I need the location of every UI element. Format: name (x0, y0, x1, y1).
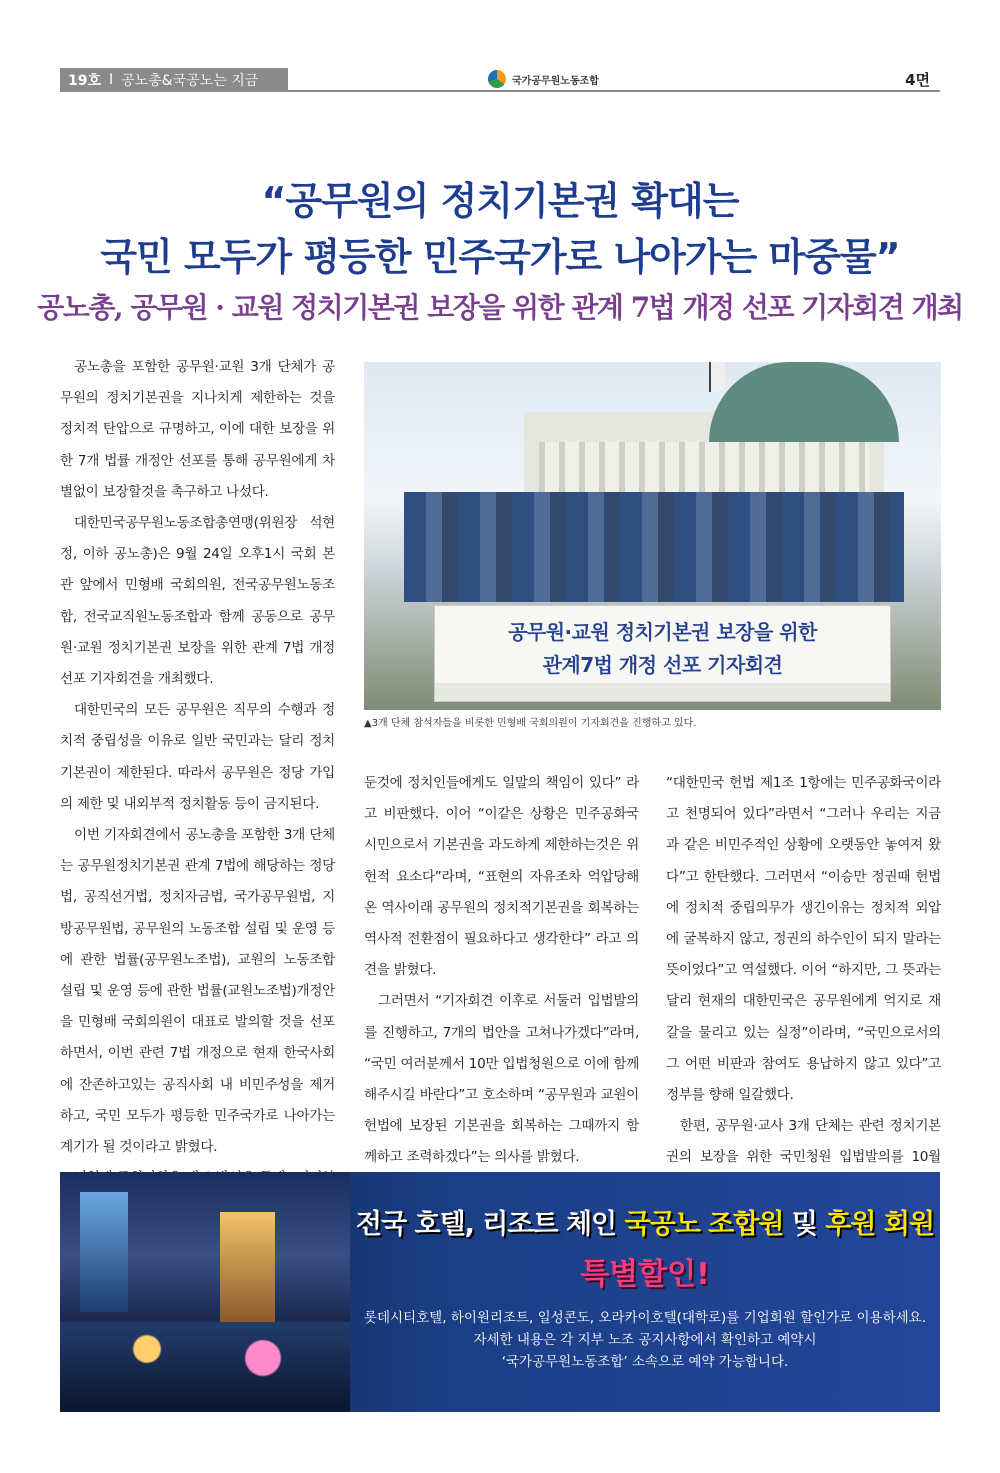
ad-headline-highlight: 후원 회원 (825, 1209, 935, 1240)
assembly-dome (709, 362, 899, 442)
banner-line-1: 공무원·교원 정치기본권 보장을 위한 (508, 620, 817, 644)
hotel-tower (80, 1192, 128, 1312)
paragraph: 대한민국의 모든 공무원은 직무의 수행과 정치적 중립성을 이유로 일반 국민과는 달리 정치기본권이 제한된다. 따라서 공무원은 정당 가입의 제한 및 내외부적 정치활동 등이 금지된다. (60, 702, 335, 812)
headline-line-1: “공무원의 정치기본권 확대는 (261, 179, 739, 223)
paragraph: 한편, 공무원·교사 3개 단체는 관련 정치기본권의 보장을 위한 국민청원 입법발의를 10월 (666, 1118, 941, 1166)
section-name: 공노총&국공노는 지금 (121, 73, 259, 89)
ad-discount-label: 특별할인! (580, 1257, 710, 1292)
paragraph: 대한민국공무원노동조합총연맹(위원장 석현정, 이하 공노총)은 9월 24일 오후1시 국회 본관 앞에서 민형배 국회의원, 전국공무원노동조합, 전국교직원노동조합과 함께 공동으로 공무원·교원 정치기본권 보장을 위한 관계 7법 개정 선포 기자회견을 개최했다. (60, 515, 335, 688)
photo-caption: ▲3개 단체 참석자들을 비롯한 민형배 국회의원이 기자회견을 진행하고 있다. (364, 718, 697, 729)
ad-headline-part: 및 (783, 1209, 826, 1240)
ad-copy (350, 1172, 940, 1373)
resort-lights (60, 1322, 350, 1412)
issue-number: 19호 (68, 73, 102, 89)
article-column-3 (666, 768, 941, 1205)
header-rule (288, 90, 940, 92)
participants-group (404, 492, 904, 602)
banner-line-2: 관계7법 개정 선포 기자회견 (542, 653, 783, 677)
paragraph: 그러면서 “기자회견 이후로 서둘러 입법발의를 진행하고, 7개의 법안을 고쳐나가겠다”라며, “국민 여러분께서 10만 입법청원으로 이에 함께 해주시길 바란다”고 호소하며 “공무원과 교원이 헌법에 보장된 기본권을 회복하는 그때까지 함께하고 조력하겠다”는 의사를 밝혔다. (364, 993, 639, 1166)
org-name: 국가공무원노동조합 (512, 75, 599, 87)
paragraph: 이번 기자회견에서 공노총을 포함한 3개 단체는 공무원정치기본권 관계 7법에 해당하는 정당법, 공직선거법, 정치자금법, 국가공무원법, 지방공무원법, 공무원의 노동조합 설립 및 운영 등에 관한 법률(공무원노조법), 교원의 노동조합 설립 및 운영 등에 관한 법률(교원노조법)개정안을 민형배 국회의원이 대표로 발의할 것을 선포하면서, 이번 관련 7법 개정으로 현재 한국사회에 잔존하고있는 공직사회 내 비민주성을 제거하고, 국민 모두가 평등한 민주국가로 나아가는 계기가 될 것이라고 밝혔다. (60, 827, 335, 1156)
article-column-2 (364, 768, 639, 1205)
flag-icon (709, 362, 725, 392)
hotel-discount-ad (60, 1172, 940, 1412)
ad-body-line: 자세한 내용은 각 지부 노조 공지사항에서 확인하고 예약시 (473, 1332, 817, 1348)
event-banner (434, 605, 891, 702)
paragraph: 공노총을 포함한 공무원·교원 3개 단체가 공무원의 정치기본권을 지나치게 제한하는 것을 정치적 탄압으로 규명하고, 이에 대한 보장을 위한 7개 법률 개정안 선포를 통해 공무원에게 차별없이 보장할것을 촉구하고 나섰다. (60, 359, 335, 500)
ad-headline-part: 전국 호텔, 리조트 체인 (355, 1209, 625, 1240)
paragraph: “대한민국 헌법 제1조 1항에는 민주공화국이라고 천명되어 있다”라면서 “그러나 우리는 지금과 같은 비민주적인 상황에 오랫동안 놓여져 왔다”고 한탄했다. 그러면서 “이승만 정권때 헌법에 정치적 중립의무가 생긴이유는 정치적 외압에 굴복하지 않고, 정권의 하수인이 되지 말라는 뜻이었다”고 역설했다. 이어 “하지만, 그 뜻과는 달리 현재의 대한민국은 공무원에게 억지로 재갈을 물리고 있는 실정”이라며, “국민으로서의 그 어떤 비판과 참여도 용납하지 않고 있다”고 정부를 향해 일갈했다. (666, 775, 941, 1104)
ad-body-line: ‘국가공무원노동조합’ 소속으로 예약 가능합니다. (501, 1354, 789, 1370)
header-separator: I (109, 72, 114, 88)
resort-night-photo (60, 1172, 350, 1412)
article-column-1 (60, 352, 335, 1257)
ad-headline (350, 1202, 940, 1241)
ad-headline-highlight: 국공노 조합원 (624, 1209, 784, 1240)
page-header (60, 68, 940, 92)
paragraph: 둔것에 정치인들에게도 일말의 책임이 있다” 라고 비판했다. 이어 “이같은 상황은 민주공화국 시민으로서 기본권을 과도하게 제한하는것은 위헌적 요소다”라며, “표현의 자유조차 억압당해온 역사이래 공무원의 정치적기본권을 회복하는 역사적 전환점이 필요하다고 생각한다” 라고 의견을 밝혔다. (364, 775, 639, 979)
headline-line-2: 국민 모두가 평등한 민주국가로 나아가는 마중물” (100, 235, 900, 279)
hotel-tower (220, 1212, 275, 1322)
ad-body-line: 롯데시티호텔, 하이원리조트, 일성콘도, 오라카이호텔(대학로)를 기업회원 할인가로 이용하세요. (363, 1310, 927, 1326)
page-number: 4면 (905, 71, 930, 89)
ad-body (350, 1307, 940, 1373)
banner-footer-strip (435, 683, 890, 701)
union-logo-icon (488, 70, 506, 88)
subheadline: 공노총, 공무원 · 교원 정치기본권 보장을 위한 관계 7법 개정 선포 기자회견 개최 (37, 291, 963, 324)
org-logo (488, 70, 599, 88)
section-tab (60, 68, 288, 92)
press-conference-photo (364, 362, 941, 710)
